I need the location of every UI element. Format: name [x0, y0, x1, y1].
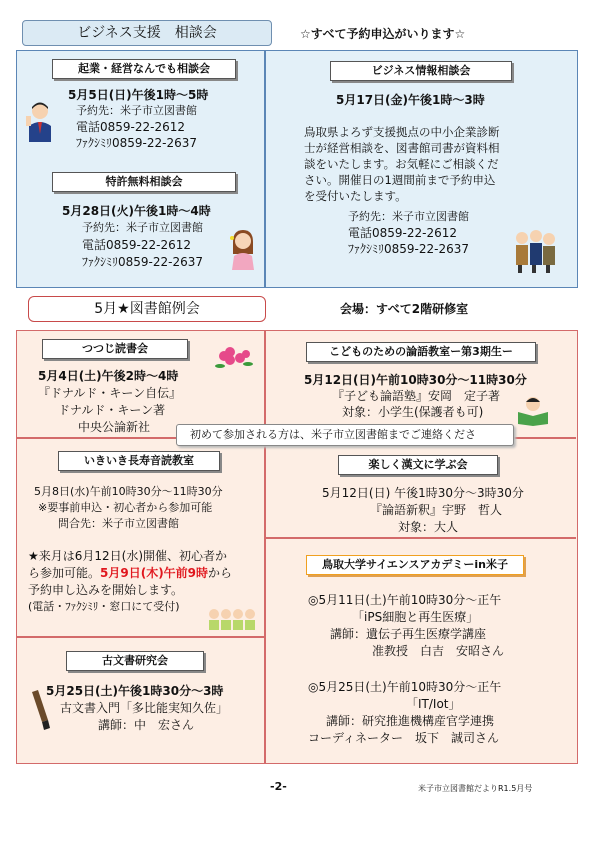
science-a-line: 講師：遺伝子再生医療学講座: [330, 627, 487, 641]
science-b-line: 「IT/Iot」: [406, 697, 461, 711]
startup-line: ﾌｧｸｼﾐﾘ0859-22-2637: [76, 136, 198, 150]
events-section-header: 5月★図書館例会: [28, 296, 266, 322]
businesspeople-icon: [510, 228, 558, 274]
info-body-line: さい。開催日の1週間前まで予約申込: [304, 173, 496, 187]
startup-line: 電話0859-22-2612: [76, 120, 186, 134]
startup-consult-title: 起業・経営なんでも相談会: [52, 59, 236, 79]
seniors-group-icon: [206, 606, 258, 632]
info-line: ﾌｧｸｼﾐﾘ0859-22-2637: [348, 242, 470, 256]
komonjo-line: 講師：中 宏さん: [98, 718, 195, 732]
tsutsuji-line: 5月4日(土)午後2時～4時: [38, 369, 179, 383]
issue-label: 米子市立図書館だよりR1.5月号: [418, 784, 533, 793]
first-time-banner-text: 初めて参加される方は、米子市立図書館までご連絡くださ: [190, 428, 476, 441]
startup-line: 予約先：米子市立図書館: [76, 104, 197, 117]
kids-line: 『子ども論語塾』安岡 定子著: [332, 389, 501, 403]
info-body-line: 談をいたします。お気軽にご相談くだ: [304, 157, 499, 171]
kids-line: 対象：小学生(保護者も可): [342, 405, 484, 419]
events-divider: [265, 537, 576, 539]
info-body-line: 鳥取県よろず支援拠点の中小企業診断: [304, 125, 500, 139]
science-a-line: 「iPS細胞と再生医療」: [352, 610, 479, 624]
ikiiki-note-part: から: [208, 566, 233, 580]
science-b-line: 講師：研究推進機構産官学連携: [326, 714, 495, 728]
ikiiki-note: (電話・ﾌｧｸｼﾐﾘ・窓口にて受付): [28, 600, 180, 613]
business-section-header: ビジネス支援 相談会: [22, 20, 272, 46]
events-divider: [17, 636, 264, 638]
page-number: -2-: [270, 780, 287, 793]
tsutsuji-line: 『ドナルド・キーン自伝』: [38, 386, 182, 400]
ikiiki-line: ※要事前申込・初心者から参加可能: [38, 501, 213, 514]
azalea-flower-icon: [214, 344, 254, 374]
kanbun-line: 『論語新釈』宇野 哲人: [370, 503, 503, 517]
komonjo-line: 古文書入門「多比能実知久佐」: [60, 701, 229, 715]
brush-icon: [28, 690, 52, 730]
ikiiki-note: [28, 566, 232, 580]
tsutsuji-line: ドナルド・キーン著: [58, 403, 166, 417]
komonjo-title: 古文書研究会: [66, 651, 204, 671]
patent-line: 予約先：米子市立図書館: [82, 221, 203, 234]
info-body-line: を受付いたします。: [304, 189, 407, 203]
ikiiki-title: いきいき長寿音読教室: [58, 451, 220, 471]
science-a-line: ◎5月11日(土)午前10時30分～正午: [308, 593, 502, 607]
child-reading-icon: [516, 394, 550, 426]
kanbun-line: 対象：大人: [398, 520, 459, 534]
woman-icon: [228, 228, 258, 270]
info-line: 電話0859-22-2612: [348, 226, 458, 240]
events-vertical-divider: [264, 331, 266, 763]
patent-line: ﾌｧｸｼﾐﾘ0859-22-2637: [82, 255, 204, 269]
tsutsuji-line: 中央公論新社: [78, 420, 151, 434]
tsutsuji-title: つつじ読書会: [42, 339, 188, 359]
kanbun-title: 楽しく漢文に学ぶ会: [338, 455, 498, 475]
ikiiki-note: 予約申し込みを開始します。: [28, 583, 184, 597]
businessman-icon: [24, 100, 56, 142]
ikiiki-line: 問合先：米子市立図書館: [58, 517, 179, 530]
startup-date: 5月5日(日)午後1時～5時: [68, 88, 209, 102]
business-divider: [264, 51, 266, 287]
patent-line: 電話0859-22-2612: [82, 238, 192, 252]
science-b-line: ◎5月25日(土)午前10時30分～正午: [308, 680, 502, 694]
business-info-title: ビジネス情報相談会: [330, 61, 512, 81]
patent-consult-title: 特許無料相談会: [52, 172, 236, 192]
venue-note: 会場：すべて2階研修室: [340, 302, 469, 316]
science-a-line: 准教授 白吉 安昭さん: [372, 644, 505, 658]
reservation-start-date: 5月9日(木)午前9時: [100, 566, 209, 580]
ikiiki-note-part: ら参加可能。: [28, 566, 101, 580]
science-b-line: コーディネーター 坂下 誠司さん: [308, 731, 500, 745]
kanbun-line: 5月12日(日) 午後1時30分～3時30分: [322, 486, 524, 500]
ikiiki-note: ★来月は6月12日(水)開催、初心者か: [28, 549, 228, 563]
ikiiki-line: 5月8日(水)午前10時30分～11時30分: [34, 485, 223, 498]
kids-rongo-title: こどものための論語教室ー第3期生ー: [306, 342, 536, 362]
info-line: 予約先：米子市立図書館: [348, 210, 469, 223]
reservation-notice: ☆すべて予約申込がいります☆: [300, 27, 466, 41]
science-academy-title: 鳥取大学サイエンスアカデミーin米子: [306, 555, 524, 575]
kids-line: 5月12日(日)午前10時30分～11時30分: [304, 373, 527, 387]
info-body-line: 士が経営相談を、図書館司書が資料相: [304, 141, 500, 155]
patent-date: 5月28日(火)午後1時～4時: [62, 204, 211, 218]
komonjo-line: 5月25日(土)午後1時30分～3時: [46, 684, 224, 698]
info-date: 5月17日(金)午後1時～3時: [336, 93, 485, 107]
